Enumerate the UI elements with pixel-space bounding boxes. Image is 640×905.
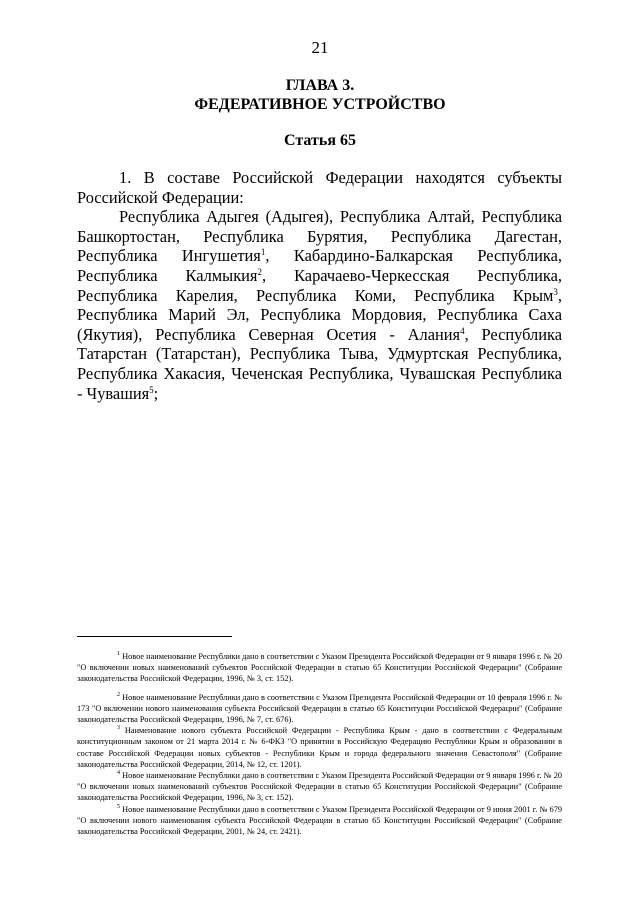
- text-segment: , Республика Марий Эл, Республика Мордовия, Республика Саха (Якутия), Республика Северная Осетия - Алания: [77, 285, 562, 344]
- footnotes: [77, 651, 562, 837]
- footnote-separator: [77, 636, 232, 637]
- footnote-text: Наименование нового субъекта Российской Федерации - Республика Крым - дано в соответствии с Федеральным конституционным законом от 21 марта 2014 г. № 6-ФКЗ "О принятии в Российскую Федерацию Республики Крым и образовании в составе Российской Федерации новых субъектов - Республики Крым и города федерального значения Севастополя" (Собрание законодательства Российской Федерации, 2014, № 12, ст. 1201).: [77, 726, 562, 769]
- footnote-ref-3: 3: [553, 286, 558, 297]
- text-segment: , Республика Татарстан (Татарстан), Республика Тыва, Удмуртская Республика, Республика Хакасия, Чеченская Республика, Чувашская Республика - Чувашия: [77, 324, 562, 403]
- footnote-ref-5: 5: [149, 384, 154, 395]
- footnote-number: 2: [117, 691, 120, 698]
- footnote-ref-2: 2: [257, 266, 262, 277]
- article-heading: Статья 65: [284, 132, 356, 149]
- paragraph-2-subjects-list: [77, 207, 562, 403]
- footnote-3: [77, 725, 562, 770]
- chapter-title: ФЕДЕРАТИВНОЕ УСТРОЙСТВО: [194, 96, 446, 113]
- footnote-text: Новое наименование Республики дано в соответствии с Указом Президента Российской Федерации от 9 января 1996 г. № 20 "О включении новых наименований субъектов Российской Федерации в статью 65 Конституции Российской Федерации" (Собрание законодательства Российской Федерации, 1996, № 3, ст. 152).: [77, 652, 562, 684]
- page-number: 21: [311, 38, 329, 57]
- article-body: [77, 168, 562, 403]
- chapter-heading: [0, 76, 640, 114]
- footnote-number: 4: [117, 770, 120, 777]
- text-segment: , Кабардино-Балкарская Республика, Республика Калмыкия: [77, 246, 562, 285]
- footnote-text: Новое наименование Республики дано в соответствии с Указом Президента Российской Федерации от 9 июня 2001 г. № 679 "О включении нового наименования субъекта Российской Федерации в статью 65 Конституции Российской Федерации" (Собрание законодательства Российской Федерации, 2001, № 24, ст. 2421).: [77, 804, 562, 837]
- footnote-number: 1: [117, 651, 120, 657]
- footnote-ref-4: 4: [460, 325, 465, 336]
- footnote-number: 3: [117, 725, 120, 732]
- footnote-2: [77, 692, 562, 726]
- paragraph-1: 1. В составе Российской Федерации находятся субъекты Российской Федерации:: [77, 168, 562, 207]
- footnote-number: 5: [117, 803, 120, 810]
- footnote-ref-1: 1: [260, 247, 266, 258]
- text-segment: Республика Адыгея (Адыгея), Республика Алтай, Республика Башкортостан, Республика Бурятия, Республика Дагестан, Республика Ингушетия: [77, 207, 562, 266]
- text-segment: ;: [153, 383, 159, 403]
- footnote-4: [77, 770, 562, 804]
- chapter-number: ГЛАВА 3.: [285, 77, 355, 94]
- footnote-1: [77, 651, 562, 685]
- footnote-text: Новое наименование Республики дано в соответствии с Указом Президента Российской Федерации от 10 февраля 1996 г. № 173 "О включении нового наименования субъекта Российской Федерации в статью 65 Конституции Российской Федерации" (Собрание законодательства Российской Федерации, 1996, № 7, ст. 676).: [77, 692, 563, 725]
- footnote-5: [77, 804, 562, 838]
- text-segment: , Карачаево-Черкесская Республика, Республика Карелия, Республика Коми, Республика Крым: [77, 265, 562, 305]
- footnote-text: Новое наименование Республики дано в соответствии с Указом Президента Российской Федерации от 9 января 1996 г. № 20 "О включении новых наименований субъектов Российской Федерации в статью 65 Конституции Российской Федерации" (Собрание законодательства Российской Федерации, 1996, № 3, ст. 152).: [77, 771, 562, 803]
